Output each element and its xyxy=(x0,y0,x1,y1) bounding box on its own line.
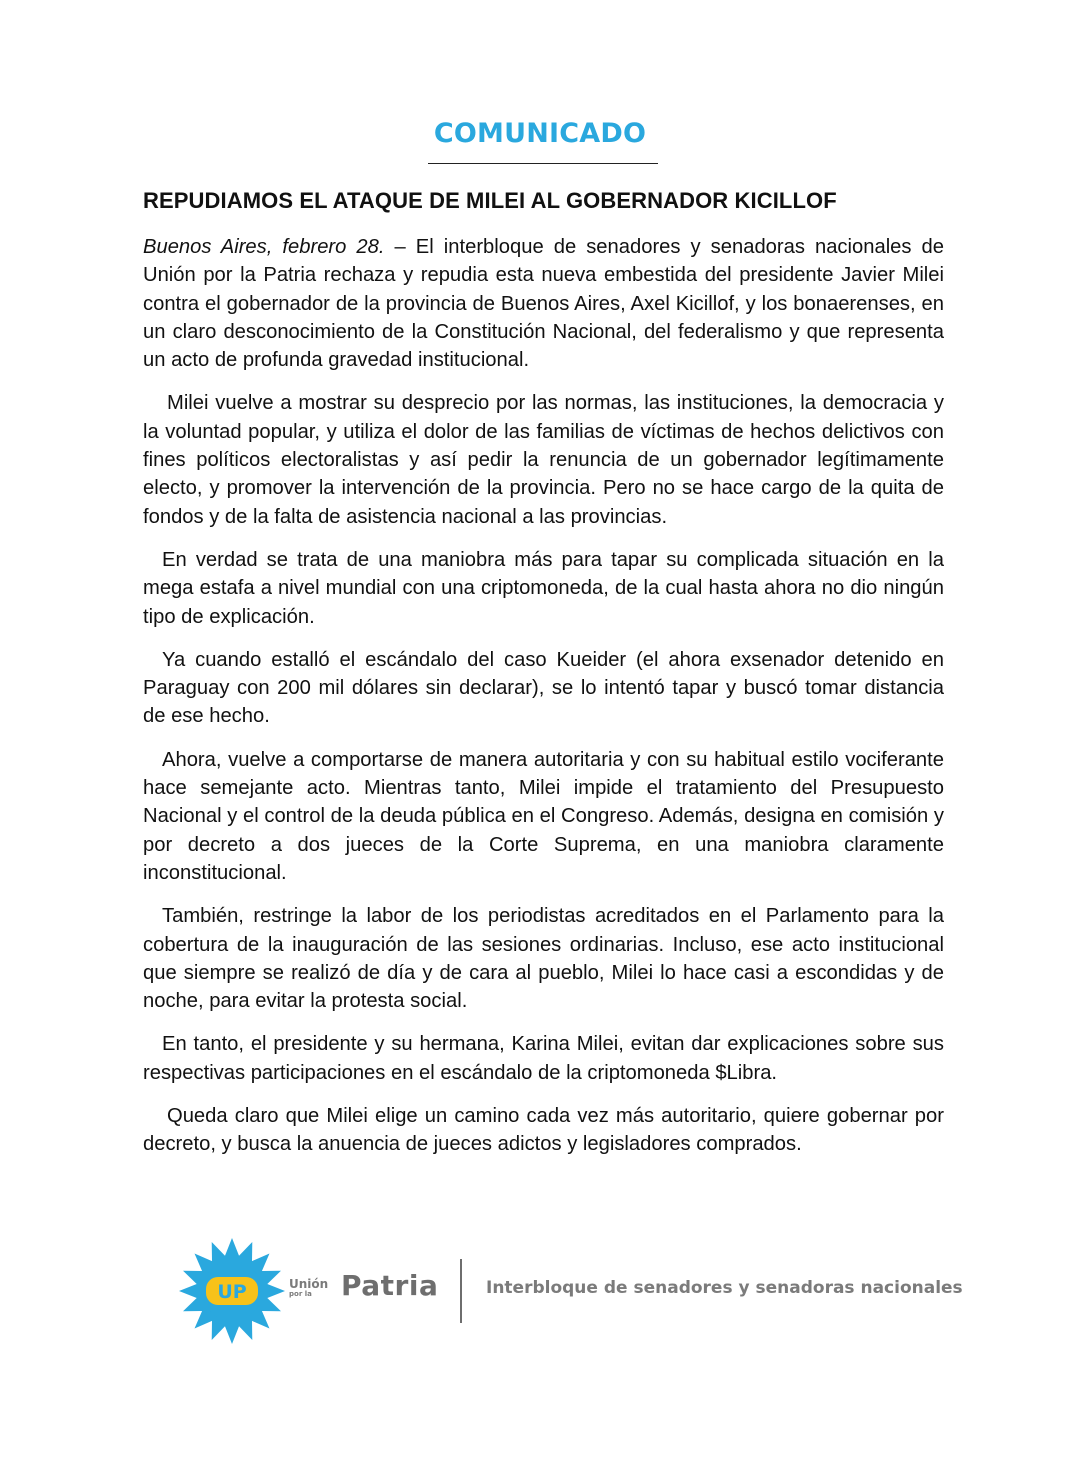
paragraph-3: En verdad se trata de una maniobra más para tapar su complicada situación en la mega estafa a nivel mundial con una criptomoneda, de la cual hasta ahora no dio ningún tipo de explicación. xyxy=(143,548,944,628)
kicker-title: COMUNICADO xyxy=(433,118,647,149)
paragraph-5: Ahora, vuelve a comportarse de manera autoritaria y con su habitual estilo vociferante hace semejante acto. Mientras tanto, Milei impide el tratamiento del Presupuesto Nacional y el control de la deuda pública en el Congreso. Además, designa en comisión y por decreto a dos jueces de la Corte Suprema, en una maniobra claramente inconstitucional. xyxy=(143,748,944,884)
headline: REPUDIAMOS EL ATAQUE DE MILEI AL GOBERNADOR KICILLOF xyxy=(143,188,837,213)
paragraph-7: En tanto, el presidente y su hermana, Karina Milei, evitan dar explicaciones sobre sus respectivas participaciones en el escándalo de la criptomoneda $Libra. xyxy=(143,1033,944,1084)
logo-badge-text: UP xyxy=(217,1281,247,1303)
article-body xyxy=(143,233,944,1174)
kicker-underline xyxy=(428,163,658,164)
paragraph-1-text: – El interbloque de senadores y senadoras nacionales de Unión por la Patria rechaza y repudia esta nueva embestida del presidente Javier Milei contra el gobernador de la provincia de Buenos Aires, Axel Kicillof, y los bonaerenses, en un claro desconocimiento de la Constitución Nacional, del federalismo y que representa un acto de profunda gravedad institucional. xyxy=(143,236,944,372)
paragraph-2: Milei vuelve a mostrar su desprecio por las normas, las instituciones, la democracia y la voluntad popular, y utiliza el dolor de las familias de víctimas de hechos delictivos con fines políticos electoralistas y así pedir la renuncia de un gobernador legítimamente electo, y promover la intervención de la provincia. Pero no se hace cargo de la quita de fondos y de la falta de asistencia nacional a las provincias. xyxy=(143,392,944,528)
brand-patria: Patria xyxy=(341,1269,439,1302)
brand-por-la: por la xyxy=(289,1290,312,1298)
header xyxy=(0,118,1080,149)
brand-union: Unión xyxy=(289,1277,329,1291)
paragraph-4: Ya cuando estalló el escándalo del caso Kueider (el ahora exsenador detenido en Paraguay con 200 mil dólares sin declarar), se lo intentó tapar y buscó tomar distancia de ese hecho. xyxy=(143,648,944,728)
brand-small-text xyxy=(289,1278,328,1298)
footer-divider xyxy=(460,1259,462,1323)
paragraph-6: También, restringe la labor de los periodistas acreditados en el Parlamento para la cobertura de la inauguración de las sesiones ordinarias. Incluso, ese acto institucional que siempre se realizó de día y de cara al pueblo, Milei lo hace casi a escondidas y de noche, para evitar la protesta social. xyxy=(143,905,944,1013)
footer-tagline: Interbloque de senadores y senadoras nacionales xyxy=(486,1278,963,1298)
footer-logo-bar xyxy=(178,1237,963,1347)
paragraph-8: Queda claro que Milei elige un camino cada vez más autoritario, quiere gobernar por decreto, y busca la anuencia de jueces adictos y legisladores comprados. xyxy=(143,1105,944,1156)
union-por-la-patria-sun-logo-icon xyxy=(178,1237,286,1345)
paragraph-1 xyxy=(143,233,944,374)
dateline: Buenos Aires, febrero 28. xyxy=(143,236,385,258)
